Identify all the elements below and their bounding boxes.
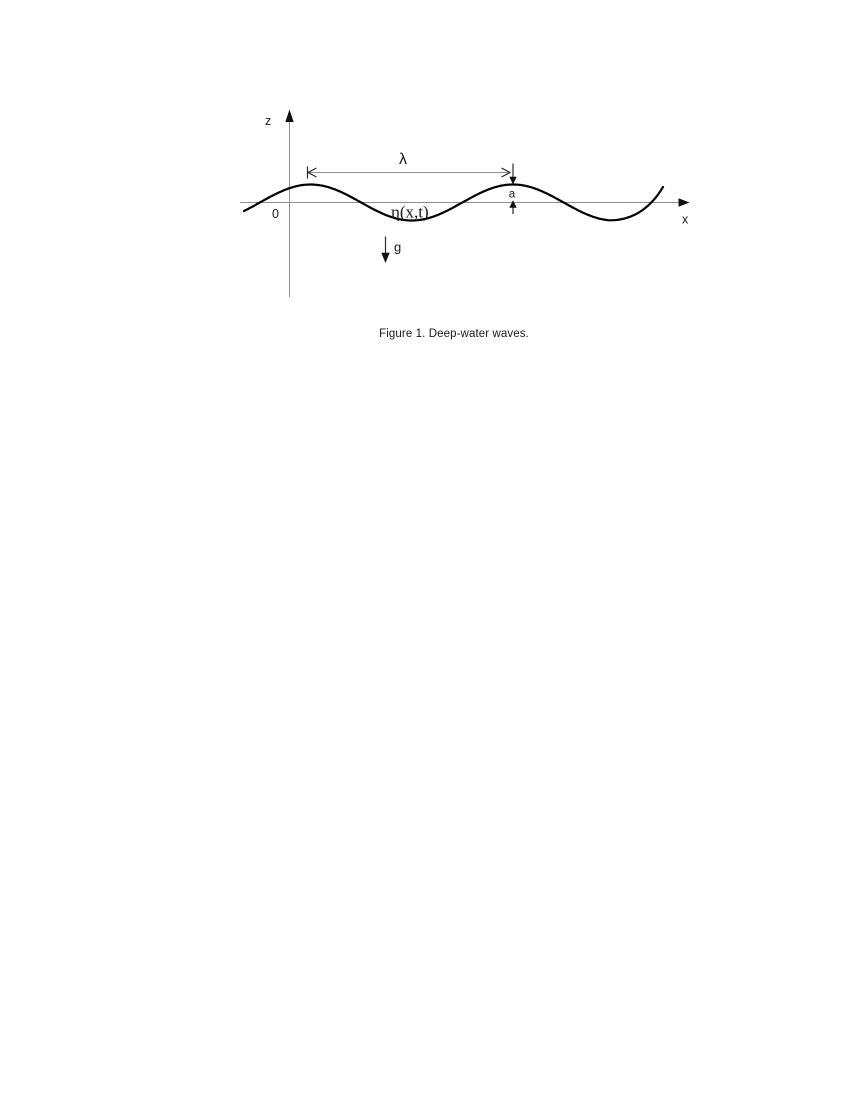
amplitude-down-arrowhead-icon [509,177,516,185]
x-axis-label: x [682,212,689,227]
origin-label: 0 [272,207,279,221]
z-axis-arrowhead-icon [285,110,293,123]
figure-caption: Figure 1. Deep-water waves. [379,328,529,340]
z-axis-label: z [265,114,272,128]
wavelength-label: λ [399,151,407,168]
surface-elevation-label: η(x,t) [391,202,429,222]
gravity-arrowhead-icon [381,253,389,263]
x-axis-arrowhead-icon [679,198,690,206]
amplitude-label: a [508,188,516,201]
amplitude-up-arrowhead-icon [509,200,516,208]
gravity-label: g [394,239,402,255]
